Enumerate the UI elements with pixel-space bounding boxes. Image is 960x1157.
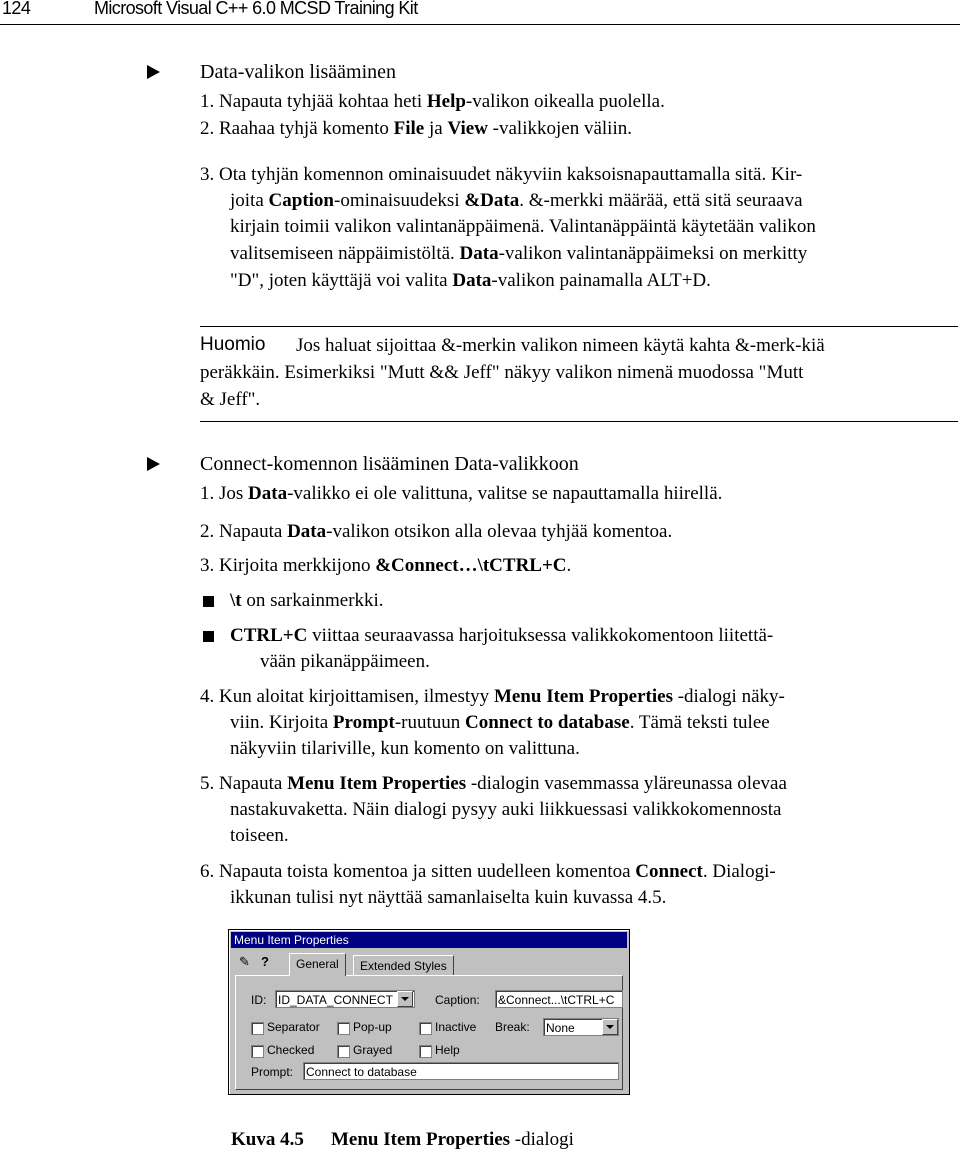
body-line <box>230 188 803 214</box>
text-run: on sarkainmerkki. <box>241 590 384 611</box>
text-run: 2. Napauta <box>200 521 288 542</box>
note-line: Jos haluat sijoittaa &-merkin valikon nimeen käytä kahta &-merk-kiä <box>296 335 825 356</box>
bold-term: Menu Item Properties <box>493 686 673 707</box>
bold-term: Data <box>287 521 327 542</box>
body-line <box>230 623 773 649</box>
chevron-down-icon[interactable] <box>397 991 413 1007</box>
text-run: näkyviin tilariville, kun komento on valittuna. <box>230 738 580 759</box>
text-run: . <box>566 555 572 576</box>
break-combo[interactable]: None <box>543 1018 619 1036</box>
popup-checkbox[interactable] <box>337 1022 350 1035</box>
body-line <box>200 116 632 142</box>
text-run: toiseen. <box>230 825 289 846</box>
text-run: . Dialogi- <box>702 861 776 882</box>
text-run: -dialogin vasemmassa yläreunassa olevaa <box>466 773 787 794</box>
prompt-label: Prompt: <box>251 1065 294 1079</box>
text-run: 5. Napauta <box>200 773 288 794</box>
text-run: vään pikanäppäimeen. <box>260 651 430 672</box>
text-run: viittaa seuraavassa harjoituksessa valikkokomentoon liitettä- <box>307 625 774 646</box>
section-title: Data-valikon lisääminen <box>200 61 397 83</box>
body-line <box>230 214 816 240</box>
dialog-title-bar: Menu Item Properties <box>231 932 627 948</box>
text-run: -valikon valintanäppäimeksi on merkitty <box>498 243 808 264</box>
figure-label: Kuva 4.5 <box>231 1129 304 1150</box>
body-line <box>200 481 722 507</box>
text-run: joita <box>230 190 269 211</box>
inactive-checkbox[interactable] <box>419 1022 432 1035</box>
break-label: Break: <box>495 1020 530 1034</box>
square-bullet-icon <box>203 631 214 642</box>
text-run: -ominaisuudeksi <box>334 190 465 211</box>
bullet-arrow-icon <box>147 457 160 471</box>
text-run: 3. Ota tyhjän komennon ominaisuudet näkyviin kaksoisnapauttamalla sitä. Kir- <box>200 164 803 185</box>
body-line <box>200 553 571 579</box>
bold-term: Data <box>452 270 492 291</box>
prompt-field[interactable]: Connect to database <box>303 1062 619 1080</box>
body-line <box>230 710 770 736</box>
body-line <box>230 885 666 911</box>
inactive-label: Inactive <box>435 1020 477 1034</box>
section-title: Connect-komennon lisääminen Data-valikkoon <box>200 453 579 475</box>
body-line <box>260 649 430 675</box>
body-line <box>200 162 802 188</box>
bold-term: Connect <box>635 861 703 882</box>
text-run: 3. Kirjoita merkkijono <box>200 555 376 576</box>
note-line: peräkkäin. Esimerkiksi "Mutt && Jeff" näkyy valikon nimenä muodossa "Mutt <box>200 362 804 383</box>
menu-item-properties-dialog <box>228 929 630 1095</box>
bold-term: &Data <box>464 190 520 211</box>
body-line <box>200 684 785 710</box>
text-run: nastakuvaketta. Näin dialogi pysyy auki liikkuessasi valikkokomennosta <box>230 799 782 820</box>
help-label: Help <box>435 1043 460 1057</box>
bold-term: Help <box>426 91 466 112</box>
checked-label: Checked <box>267 1043 315 1057</box>
text-run: "D", joten käyttäjä voi valita <box>230 270 453 291</box>
figure-caption-bold: Menu Item Properties <box>331 1129 511 1150</box>
text-run: -valikon oikealla puolella. <box>465 91 665 112</box>
text-run: . Tämä teksti tulee <box>629 712 770 733</box>
body-line <box>230 823 289 849</box>
header-rule <box>0 24 960 25</box>
text-run: kirjain toimii valikon valintanäppäimenä. Valintanäppäintä käytetään valikon <box>230 216 816 237</box>
note-rule-bottom <box>200 421 958 422</box>
body-line <box>230 268 711 294</box>
text-run: valitsemiseen näppäimistöltä. <box>230 243 460 264</box>
note-label: Huomio <box>200 334 266 355</box>
caption-label: Caption: <box>435 993 480 1007</box>
figure-caption <box>331 1127 574 1153</box>
text-run: ja <box>424 118 448 139</box>
text-run: 1. Jos <box>200 483 249 504</box>
body-line <box>230 736 580 762</box>
text-run: -dialogi näky- <box>672 686 785 707</box>
body-line <box>200 89 665 115</box>
text-run: 2. Raahaa tyhjä komento <box>200 118 394 139</box>
page-number: 124 <box>2 0 31 18</box>
book-title: Microsoft Visual C++ 6.0 MCSD Training Kit <box>94 0 418 18</box>
body-line <box>230 588 384 614</box>
id-combo[interactable]: ID_DATA_CONNECT <box>275 990 415 1008</box>
help-icon[interactable]: ? <box>261 954 269 969</box>
bold-term: \t <box>230 590 242 611</box>
pin-icon[interactable]: ✎ <box>239 954 250 969</box>
text-run: -valikko ei ole valittuna, valitse se napauttamalla hiirellä. <box>287 483 723 504</box>
bold-term: Prompt <box>332 712 395 733</box>
bullet-arrow-icon <box>147 65 160 79</box>
bold-term: File <box>393 118 425 139</box>
body-line <box>230 241 807 267</box>
square-bullet-icon <box>203 596 214 607</box>
bold-term: Caption <box>268 190 334 211</box>
note-line: & Jeff". <box>200 389 261 410</box>
grayed-label: Grayed <box>353 1043 393 1057</box>
tab-general[interactable]: General <box>289 953 346 976</box>
body-line <box>230 797 781 823</box>
body-line <box>200 771 787 797</box>
bold-term: Data <box>459 243 499 264</box>
chevron-down-icon[interactable] <box>602 1019 618 1035</box>
text-run: -ruutuun <box>394 712 466 733</box>
bold-term: CTRL+C <box>230 625 308 646</box>
text-run: . &-merkki määrää, että sitä seuraava <box>519 190 803 211</box>
text-run: 4. Kun aloitat kirjoittamisen, ilmestyy <box>200 686 494 707</box>
popup-label: Pop-up <box>353 1020 392 1034</box>
id-label: ID: <box>251 993 267 1007</box>
help-checkbox[interactable] <box>419 1045 432 1058</box>
body-line <box>200 859 776 885</box>
grayed-checkbox[interactable] <box>337 1045 350 1058</box>
body-line <box>200 519 672 545</box>
bold-term: View <box>447 118 488 139</box>
text-run: -valikon otsikon alla olevaa tyhjää komentoa. <box>326 521 673 542</box>
figure-caption-rest: -dialogi <box>510 1129 574 1150</box>
text-run: ikkunan tulisi nyt näyttää samanlaiselta kuin kuvassa 4.5. <box>230 887 667 908</box>
separator-checkbox[interactable] <box>251 1022 264 1035</box>
separator-label: Separator <box>267 1020 320 1034</box>
text-run: 1. Napauta tyhjää kohtaa heti <box>200 91 427 112</box>
bold-term: &Connect…\tCTRL+C <box>375 555 567 576</box>
bold-term: Connect to database <box>465 712 630 733</box>
text-run: viin. Kirjoita <box>230 712 333 733</box>
note-rule-top <box>200 326 958 327</box>
text-run: -valikon painamalla ALT+D. <box>491 270 711 291</box>
bold-term: Data <box>248 483 288 504</box>
checked-checkbox[interactable] <box>251 1045 264 1058</box>
bold-term: Menu Item Properties <box>287 773 467 794</box>
tab-extended-styles[interactable]: Extended Styles <box>353 955 454 976</box>
caption-field[interactable]: &Connect...\tCTRL+C <box>495 990 623 1008</box>
text-run: 6. Napauta toista komentoa ja sitten uudelleen komentoa <box>200 861 636 882</box>
text-run: -valikkojen väliin. <box>487 118 632 139</box>
